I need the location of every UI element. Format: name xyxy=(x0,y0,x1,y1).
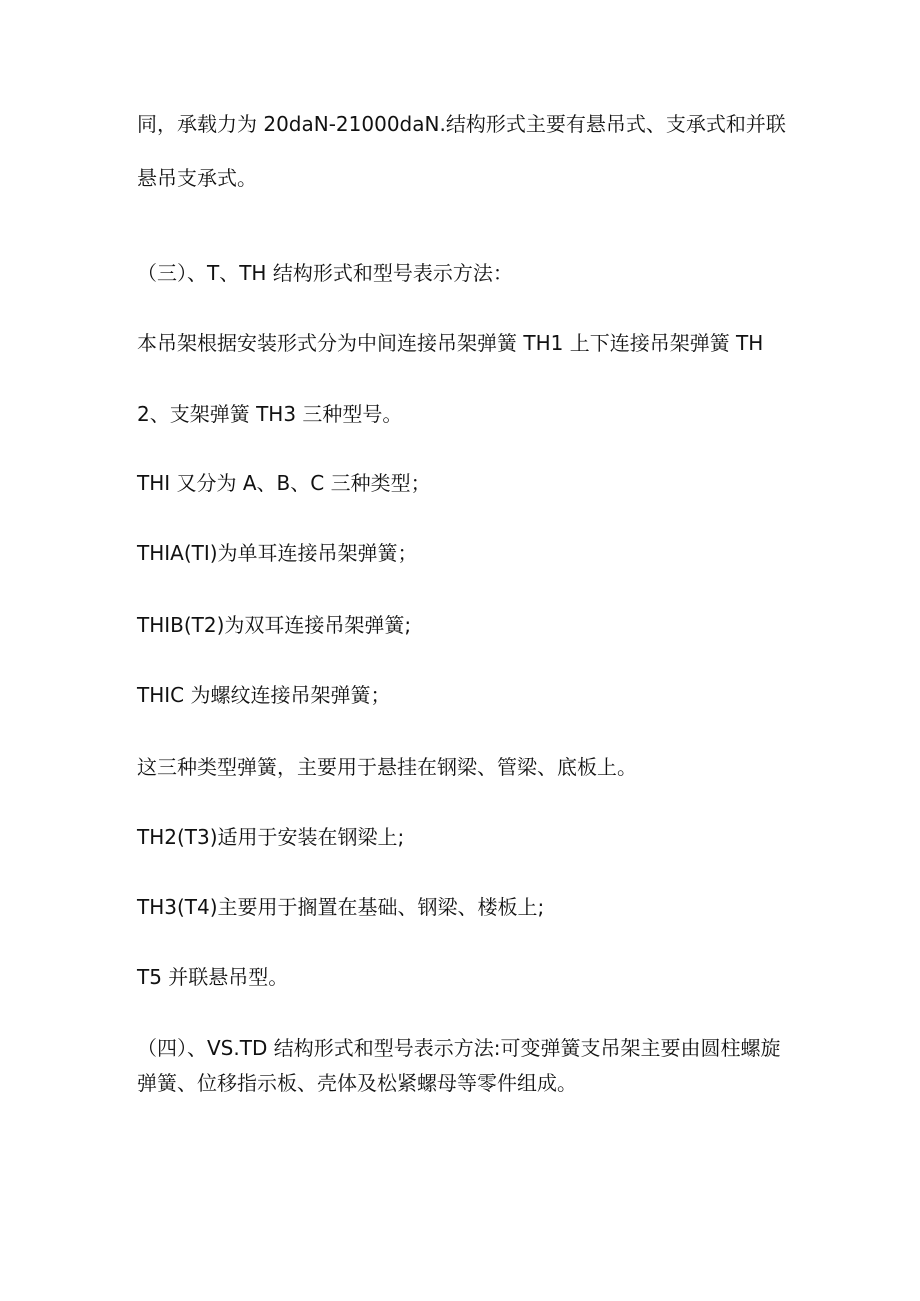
paragraph-line: THI 又分为 A、B、C 三种类型； xyxy=(137,471,431,495)
paragraph-line: 本吊架根据安装形式分为中间连接吊架弹簧 TH1 上下连接吊架弹簧 TH xyxy=(137,331,764,355)
paragraph-line: TH3(T4)主要用于搁置在基础、钢梁、楼板上; xyxy=(137,895,545,919)
section-heading: （四）、VS.TD 结构形式和型号表示方法:可变弹簧支吊架主要由圆柱螺旋 xyxy=(137,1036,781,1060)
paragraph-line: T5 并联悬吊型。 xyxy=(137,965,289,989)
paragraph-line: 2、支架弹簧 TH3 三种型号。 xyxy=(137,402,403,426)
section-heading: （三）、T、TH 结构形式和型号表示方法： xyxy=(137,261,513,285)
paragraph-line: 这三种类型弹簧，主要用于悬挂在钢梁、管梁、底板上。 xyxy=(137,755,637,779)
paragraph-line: 同，承载力为 20daN-21000daN.结构形式主要有悬吊式、支承式和并联 xyxy=(137,112,786,136)
paragraph-line: THIA(TI)为单耳连接吊架弹簧； xyxy=(137,541,418,565)
paragraph-line: THIB(T2)为双耳连接吊架弹簧; xyxy=(137,613,412,637)
paragraph-line: 悬吊支承式。 xyxy=(137,166,257,190)
paragraph-line: TH2(T3)适用于安装在钢梁上; xyxy=(137,825,405,849)
paragraph-line: 弹簧、位移指示板、壳体及松紧螺母等零件组成。 xyxy=(137,1071,577,1095)
paragraph-line: THIC 为螺纹连接吊架弹簧； xyxy=(137,683,391,707)
